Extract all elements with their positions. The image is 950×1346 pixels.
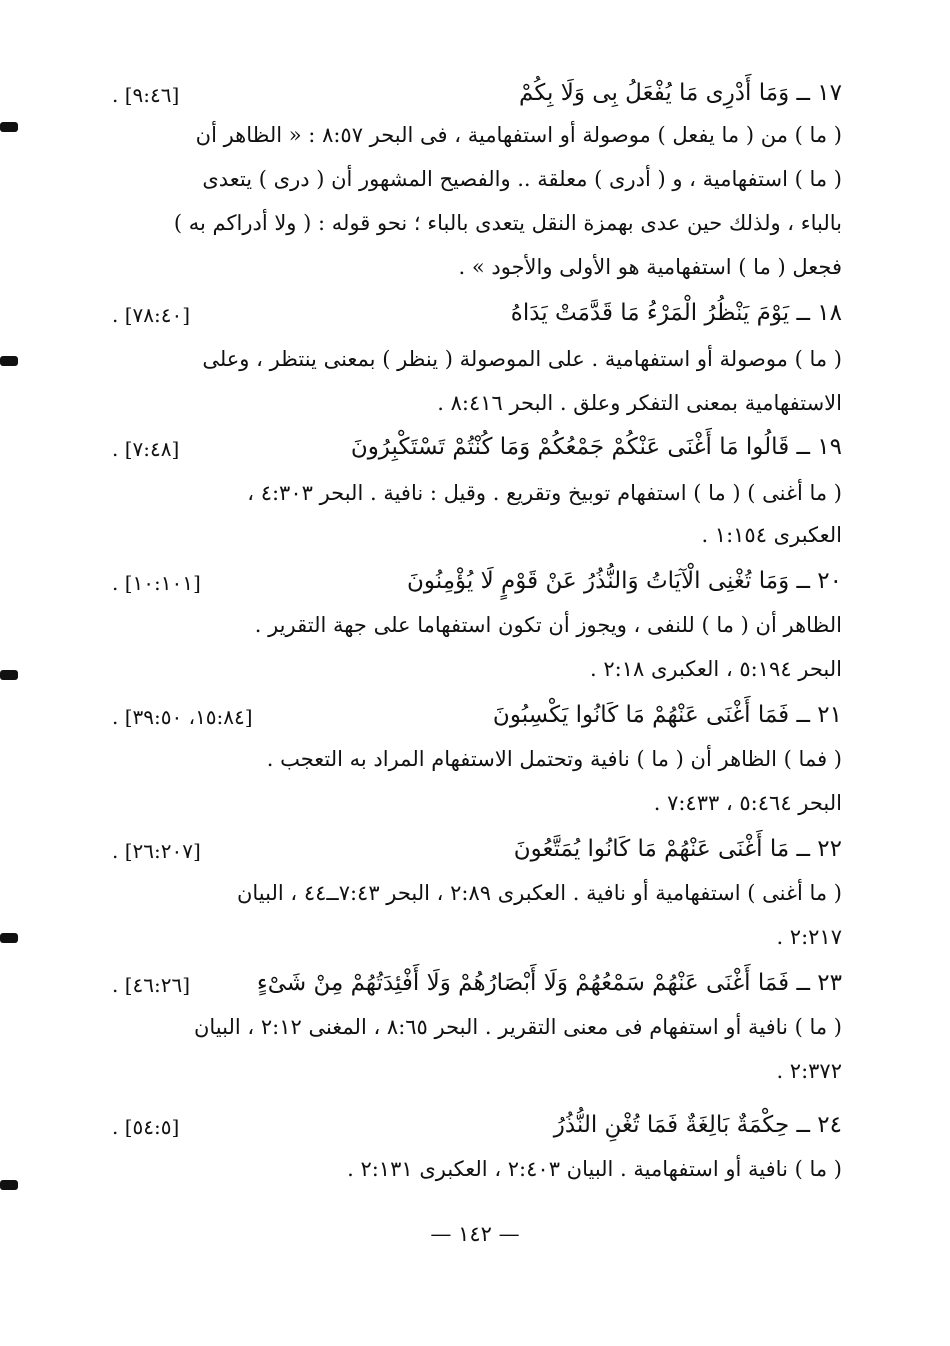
verse-reference: [٢٦:٢٠٧] .: [112, 839, 201, 863]
verse-reference: [٩:٤٦] .: [112, 83, 180, 107]
commentary-line: ( ما ) نافية أو استفهام فى معنى التقرير . البحر ٨:٦٥ ، المغنى ٢:١٢ ، البيان: [193, 1015, 842, 1039]
commentary-line: الاستفهامية بمعنى التفكر وعلق . البحر ٨:٤١٦ .: [437, 391, 842, 415]
commentary-line: البحر ٥:٤٦٤ ، ٧:٤٣٣ .: [653, 791, 842, 815]
commentary-line: العكبرى ١:١٥٤ .: [701, 523, 842, 547]
verse-line: ٢١ ــ فَمَا أَغْنَى عَنْهُمْ مَا كَانُوا يَكْسِبُونَ: [492, 702, 842, 728]
verse-line: ١٧ ــ وَمَا أَدْرِى مَا يُفْعَلُ بِى وَلَا بِكُمْ: [519, 80, 842, 106]
margin-mark: [0, 122, 18, 132]
verse-line: ٢٤ ــ حِكْمَةٌ بَالِغَةٌ فَمَا تُغْنِ النُّذُرُ: [553, 1112, 842, 1138]
verse-reference: [١٠:١٠١] .: [112, 571, 201, 595]
verse-line: ١٩ ــ قَالُوا مَا أَغْنَى عَنْكُمْ جَمْعُكُمْ وَمَا كُنْتُمْ تَسْتَكْبِرُونَ: [350, 434, 842, 460]
commentary-line: ( ما أغنى ) استفهامية أو نافية . العكبرى ٢:٨٩ ، البحر ٧:٤٣ــ٤٤ ، البيان: [236, 881, 842, 905]
page-number: — ١٤٢ —: [430, 1222, 520, 1246]
commentary-line: بالباء ، ولذلك حين عدى بهمزة النقل يتعدى بالباء ؛ نحو قوله : ( ولا أدراكم به ): [173, 211, 842, 235]
commentary-line: البحر ٥:١٩٤ ، العكبرى ٢:١٨ .: [589, 657, 842, 681]
commentary-line: ( ما ) استفهامية ، و ( أدرى ) معلقة .. والفصيح المشهور أن ( درى ) يتعدى: [202, 167, 842, 191]
margin-mark: [0, 670, 18, 680]
commentary-line: ( ما أغنى ) ( ما ) استفهام توبيخ وتقريع . وقيل : نافية . البحر ٤:٣٠٣ ،: [247, 481, 842, 505]
commentary-line: ( ما ) موصولة أو استفهامية . على الموصولة ( ينظر ) بمعنى ينتظر ، وعلى: [202, 347, 842, 371]
verse-line: ١٨ ــ يَوْمَ يَنْظُرُ الْمَرْءُ مَا قَدَّمَتْ يَدَاهُ: [510, 300, 842, 326]
commentary-line: الظاهر أن ( ما ) للنفى ، ويجوز أن تكون استفهاما على جهة التقرير .: [254, 613, 842, 637]
margin-mark: [0, 356, 18, 366]
verse-reference: [٥٤:٥] .: [112, 1115, 180, 1139]
verse-reference: [٤٦:٢٦] .: [112, 973, 191, 997]
verse-reference: [١٥:٨٤، ٣٩:٥٠] .: [112, 705, 253, 729]
margin-mark: [0, 933, 18, 943]
commentary-line: ٢:٢١٧ .: [776, 925, 842, 949]
commentary-line: ( ما ) من ( ما يفعل ) موصولة أو استفهامية ، فى البحر ٨:٥٧ : « الظاهر أن: [195, 123, 842, 147]
commentary-line: فجعل ( ما ) استفهامية هو الأولى والأجود » .: [458, 255, 842, 279]
commentary-line: ٢:٣٧٢ .: [776, 1059, 842, 1083]
verse-reference: [٧٨:٤٠] .: [112, 303, 191, 327]
margin-mark: [0, 1180, 18, 1190]
commentary-line: ( فما ) الظاهر أن ( ما ) نافية وتحتمل الاستفهام المراد به التعجب .: [266, 747, 842, 771]
verse-line: ٢٢ ــ مَا أَغْنَى عَنْهُمْ مَا كَانُوا يُمَتَّعُونَ: [513, 836, 842, 862]
verse-reference: [٧:٤٨] .: [112, 437, 180, 461]
verse-line: ٢٠ ــ وَمَا تُغْنِى الْآيَاتُ وَالنُّذُرُ عَنْ قَوْمٍ لَا يُؤْمِنُونَ: [406, 568, 842, 594]
verse-line: ٢٣ ــ فَمَا أَغْنَى عَنْهُمْ سَمْعُهُمْ وَلَا أَبْصَارُهُمْ وَلَا أَفْئِدَتُهُمْ مِنْ شَىْءٍ: [256, 970, 842, 996]
commentary-line: ( ما ) نافية أو استفهامية . البيان ٢:٤٠٣ ، العكبرى ٢:١٣١ .: [347, 1157, 842, 1181]
